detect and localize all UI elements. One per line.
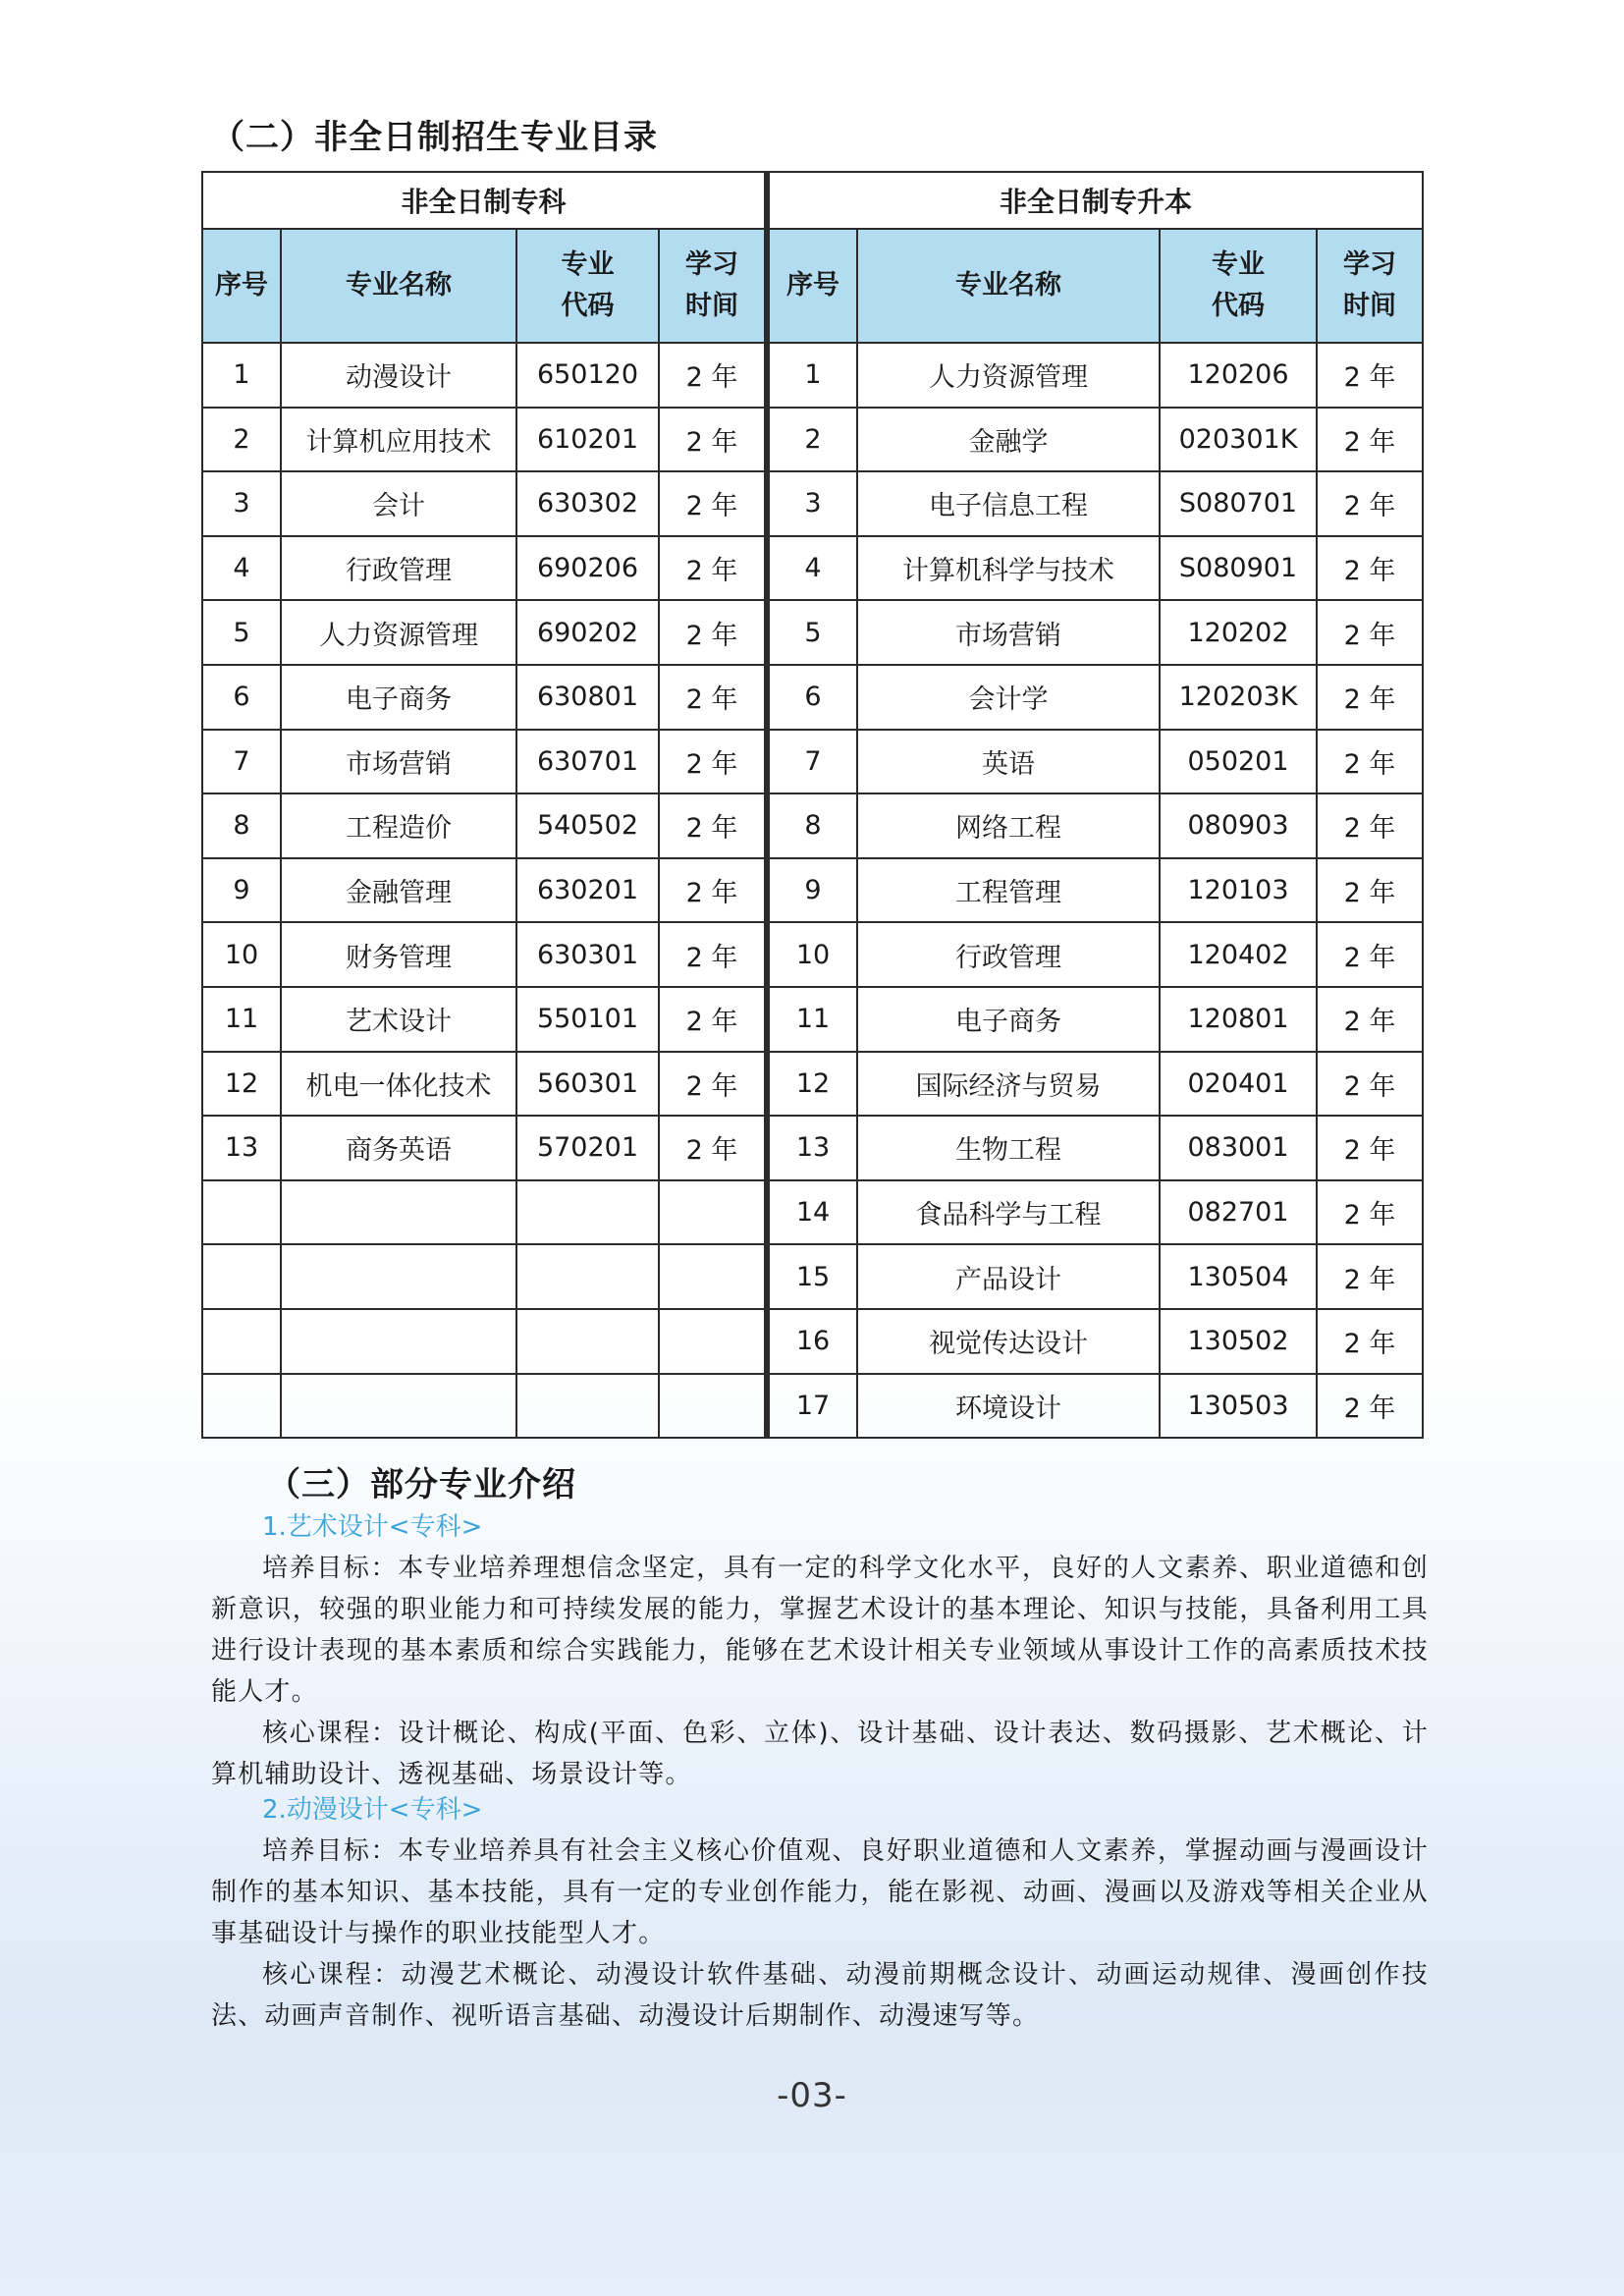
zhuanshengben-code-cell: 082701 <box>1160 1180 1317 1245</box>
zhuanshengben-time-cell: 2 年 <box>1317 665 1423 730</box>
zhuanshengben-code-cell: 083001 <box>1160 1116 1317 1180</box>
col-header-time-line1: 学习 <box>1343 249 1397 281</box>
col-header-code <box>516 229 659 343</box>
zhuanshengben-time-cell: 2 年 <box>1317 536 1423 601</box>
major-goal: 培养目标：本专业培养具有社会主义核心价值观、良好职业道德和人文素养，掌握动画与漫画设计制作的基本知识、基本技能，具有一定的专业创作能力，能在影视、动画、漫画以及游戏等相关企业从事基础设计与操作的职业技能型人才。 <box>211 1836 1429 1948</box>
zhuanke-time-cell: 2 年 <box>659 471 767 536</box>
zhuanshengben-name-cell: 人力资源管理 <box>857 343 1160 408</box>
zhuanke-seq-cell: 8 <box>202 793 281 858</box>
zhuanke-seq-cell: 7 <box>202 730 281 794</box>
col-header-time-line2: 时间 <box>685 291 738 321</box>
group-header-zhuanshengben: 非全日制专升本 <box>767 172 1423 229</box>
zhuanshengben-time-cell: 2 年 <box>1317 1180 1423 1245</box>
major-goal: 培养目标：本专业培养理想信念坚定，具有一定的科学文化水平，良好的人文素养、职业道德和创新意识，较强的职业能力和可持续发展的能力，掌握艺术设计的基本理论、知识与技能，具备利用工具进行设计表现的基本素质和综合实践能力，能够在艺术设计相关专业领域从事设计工作的高素质技术技能人才。 <box>211 1554 1429 1707</box>
zhuanshengben-time-cell: 2 年 <box>1317 1244 1423 1309</box>
zhuanke-time-cell: 2 年 <box>659 408 767 472</box>
zhuanshengben-time-cell: 2 年 <box>1317 858 1423 923</box>
zhuanshengben-time-cell: 2 年 <box>1317 600 1423 665</box>
zhuanke-code-cell: 560301 <box>516 1052 659 1117</box>
zhuanke-code-cell: 570201 <box>516 1116 659 1180</box>
zhuanke-name-cell <box>281 1244 516 1309</box>
zhuanshengben-seq-cell: 3 <box>767 471 857 536</box>
zhuanke-seq-cell: 1 <box>202 343 281 408</box>
zhuanke-seq-cell: 9 <box>202 858 281 923</box>
col-header-code-line2: 代码 <box>1212 291 1266 321</box>
zhuanke-time-cell: 2 年 <box>659 987 767 1052</box>
zhuanke-code-cell: 630302 <box>516 471 659 536</box>
table-row <box>202 987 1423 1052</box>
zhuanshengben-name-cell: 计算机科学与技术 <box>857 536 1160 601</box>
table-row <box>202 600 1423 665</box>
zhuanke-code-cell: 630201 <box>516 858 659 923</box>
zhuanshengben-seq-cell: 10 <box>767 922 857 987</box>
zhuanke-seq-cell: 6 <box>202 665 281 730</box>
zhuanke-seq-cell: 2 <box>202 408 281 472</box>
page-number: -03- <box>777 2076 847 2115</box>
zhuanshengben-code-cell: 020401 <box>1160 1052 1317 1117</box>
table-row <box>202 922 1423 987</box>
zhuanshengben-seq-cell: 12 <box>767 1052 857 1117</box>
zhuanshengben-name-cell: 产品设计 <box>857 1244 1160 1309</box>
zhuanshengben-name-cell: 电子信息工程 <box>857 471 1160 536</box>
zhuanke-name-cell <box>281 1309 516 1374</box>
catalog-body <box>202 343 1423 1438</box>
zhuanshengben-name-cell: 视觉传达设计 <box>857 1309 1160 1374</box>
zhuanshengben-code-cell: 120103 <box>1160 858 1317 923</box>
zhuanshengben-seq-cell: 9 <box>767 858 857 923</box>
zhuanke-time-cell <box>659 1309 767 1374</box>
zhuanshengben-time-cell: 2 年 <box>1317 1116 1423 1180</box>
zhuanshengben-seq-cell: 2 <box>767 408 857 472</box>
col-header-seq: 序号 <box>767 229 857 343</box>
major-heading: 2.动漫设计<专科> <box>262 1795 483 1825</box>
zhuanshengben-code-cell: 130504 <box>1160 1244 1317 1309</box>
col-header-name: 专业名称 <box>281 229 516 343</box>
zhuanke-seq-cell <box>202 1180 281 1245</box>
zhuanshengben-time-cell: 2 年 <box>1317 1374 1423 1439</box>
zhuanshengben-seq-cell: 16 <box>767 1309 857 1374</box>
zhuanshengben-seq-cell: 8 <box>767 793 857 858</box>
table-row <box>202 471 1423 536</box>
zhuanshengben-code-cell: 120203K <box>1160 665 1317 730</box>
table-row <box>202 1052 1423 1117</box>
zhuanke-code-cell: 630701 <box>516 730 659 794</box>
zhuanke-time-cell: 2 年 <box>659 730 767 794</box>
col-header-seq: 序号 <box>202 229 281 343</box>
zhuanshengben-time-cell: 2 年 <box>1317 793 1423 858</box>
zhuanke-name-cell: 会计 <box>281 471 516 536</box>
zhuanshengben-code-cell: 120206 <box>1160 343 1317 408</box>
zhuanshengben-seq-cell: 11 <box>767 987 857 1052</box>
zhuanshengben-name-cell: 工程管理 <box>857 858 1160 923</box>
zhuanshengben-name-cell: 金融学 <box>857 408 1160 472</box>
zhuanke-seq-cell: 13 <box>202 1116 281 1180</box>
zhuanke-code-cell <box>516 1309 659 1374</box>
major-courses: 核心课程：动漫艺术概论、动漫设计软件基础、动漫前期概念设计、动画运动规律、漫画创作技法、动画声音制作、视听语言基础、动漫设计后期制作、动漫速写等。 <box>211 1960 1429 2031</box>
zhuanke-time-cell: 2 年 <box>659 665 767 730</box>
zhuanshengben-seq-cell: 7 <box>767 730 857 794</box>
zhuanshengben-name-cell: 英语 <box>857 730 1160 794</box>
zhuanke-time-cell: 2 年 <box>659 1052 767 1117</box>
col-header-time <box>1317 229 1423 343</box>
zhuanshengben-seq-cell: 6 <box>767 665 857 730</box>
zhuanke-name-cell: 工程造价 <box>281 793 516 858</box>
zhuanke-time-cell <box>659 1244 767 1309</box>
zhuanshengben-time-cell: 2 年 <box>1317 987 1423 1052</box>
table-row <box>202 793 1423 858</box>
zhuanke-code-cell <box>516 1180 659 1245</box>
table-row <box>202 858 1423 923</box>
zhuanshengben-code-cell: S080701 <box>1160 471 1317 536</box>
zhuanke-code-cell <box>516 1374 659 1439</box>
zhuanke-time-cell: 2 年 <box>659 922 767 987</box>
major-heading: 1.艺术设计<专科> <box>262 1512 483 1542</box>
section-title-intro: （三）部分专业介绍 <box>267 1465 576 1504</box>
zhuanke-name-cell: 电子商务 <box>281 665 516 730</box>
zhuanshengben-name-cell: 市场营销 <box>857 600 1160 665</box>
zhuanke-code-cell: 550101 <box>516 987 659 1052</box>
zhuanshengben-time-cell: 2 年 <box>1317 1309 1423 1374</box>
zhuanshengben-time-cell: 2 年 <box>1317 730 1423 794</box>
major-intro-art-design <box>211 1506 1429 1795</box>
zhuanshengben-name-cell: 生物工程 <box>857 1116 1160 1180</box>
col-header-code-line1: 专业 <box>1212 249 1266 281</box>
zhuanke-seq-cell: 11 <box>202 987 281 1052</box>
zhuanke-seq-cell: 5 <box>202 600 281 665</box>
zhuanke-seq-cell <box>202 1244 281 1309</box>
zhuanke-name-cell: 计算机应用技术 <box>281 408 516 472</box>
zhuanke-seq-cell: 12 <box>202 1052 281 1117</box>
col-header-time <box>659 229 767 343</box>
zhuanshengben-seq-cell: 13 <box>767 1116 857 1180</box>
zhuanshengben-name-cell: 会计学 <box>857 665 1160 730</box>
table-row <box>202 665 1423 730</box>
zhuanke-name-cell: 财务管理 <box>281 922 516 987</box>
table-row <box>202 1116 1423 1180</box>
col-header-code-line2: 代码 <box>561 291 615 321</box>
zhuanshengben-name-cell: 国际经济与贸易 <box>857 1052 1160 1117</box>
zhuanke-name-cell: 市场营销 <box>281 730 516 794</box>
zhuanshengben-seq-cell: 1 <box>767 343 857 408</box>
zhuanke-name-cell: 机电一体化技术 <box>281 1052 516 1117</box>
zhuanke-code-cell: 690202 <box>516 600 659 665</box>
zhuanshengben-code-cell: 130503 <box>1160 1374 1317 1439</box>
zhuanke-code-cell: 690206 <box>516 536 659 601</box>
zhuanke-seq-cell: 4 <box>202 536 281 601</box>
zhuanshengben-time-cell: 2 年 <box>1317 408 1423 472</box>
table-row <box>202 1180 1423 1245</box>
table-row <box>202 343 1423 408</box>
table-row <box>202 1374 1423 1439</box>
zhuanshengben-code-cell: 050201 <box>1160 730 1317 794</box>
zhuanshengben-code-cell: 080903 <box>1160 793 1317 858</box>
zhuanshengben-name-cell: 电子商务 <box>857 987 1160 1052</box>
catalog-table <box>201 171 1424 1439</box>
zhuanshengben-seq-cell: 4 <box>767 536 857 601</box>
table-row <box>202 1309 1423 1374</box>
zhuanshengben-time-cell: 2 年 <box>1317 343 1423 408</box>
table-row <box>202 730 1423 794</box>
table-row <box>202 408 1423 472</box>
zhuanke-name-cell <box>281 1374 516 1439</box>
col-header-time-line2: 时间 <box>1343 291 1397 321</box>
zhuanshengben-name-cell: 食品科学与工程 <box>857 1180 1160 1245</box>
group-header-zhuanke: 非全日制专科 <box>202 172 767 229</box>
zhuanke-time-cell: 2 年 <box>659 343 767 408</box>
zhuanke-code-cell: 630301 <box>516 922 659 987</box>
zhuanke-time-cell <box>659 1180 767 1245</box>
zhuanke-time-cell: 2 年 <box>659 1116 767 1180</box>
zhuanke-seq-cell <box>202 1309 281 1374</box>
zhuanke-time-cell: 2 年 <box>659 600 767 665</box>
zhuanke-code-cell <box>516 1244 659 1309</box>
zhuanshengben-code-cell: 020301K <box>1160 408 1317 472</box>
zhuanke-name-cell: 艺术设计 <box>281 987 516 1052</box>
zhuanke-time-cell <box>659 1374 767 1439</box>
zhuanshengben-name-cell: 环境设计 <box>857 1374 1160 1439</box>
col-header-name: 专业名称 <box>857 229 1160 343</box>
section-title-catalog: （二）非全日制招生专业目录 <box>211 118 658 157</box>
zhuanke-name-cell: 商务英语 <box>281 1116 516 1180</box>
major-intro-animation-design <box>211 1789 1429 2037</box>
zhuanke-seq-cell: 10 <box>202 922 281 987</box>
zhuanshengben-code-cell: S080901 <box>1160 536 1317 601</box>
col-header-time-line1: 学习 <box>685 249 738 281</box>
zhuanke-time-cell: 2 年 <box>659 793 767 858</box>
zhuanke-name-cell: 动漫设计 <box>281 343 516 408</box>
zhuanshengben-code-cell: 130502 <box>1160 1309 1317 1374</box>
zhuanshengben-name-cell: 网络工程 <box>857 793 1160 858</box>
col-header-code-line1: 专业 <box>561 249 615 281</box>
zhuanshengben-code-cell: 120402 <box>1160 922 1317 987</box>
zhuanshengben-time-cell: 2 年 <box>1317 922 1423 987</box>
zhuanke-name-cell: 行政管理 <box>281 536 516 601</box>
zhuanke-code-cell: 610201 <box>516 408 659 472</box>
major-courses: 核心课程：设计概论、构成(平面、色彩、立体)、设计基础、设计表达、数码摄影、艺术概论、计算机辅助设计、透视基础、场景设计等。 <box>211 1719 1429 1789</box>
col-header-code <box>1160 229 1317 343</box>
zhuanke-code-cell: 650120 <box>516 343 659 408</box>
table-row <box>202 1244 1423 1309</box>
zhuanshengben-seq-cell: 14 <box>767 1180 857 1245</box>
zhuanke-code-cell: 630801 <box>516 665 659 730</box>
zhuanke-name-cell: 金融管理 <box>281 858 516 923</box>
zhuanke-seq-cell: 3 <box>202 471 281 536</box>
zhuanshengben-seq-cell: 17 <box>767 1374 857 1439</box>
zhuanshengben-time-cell: 2 年 <box>1317 471 1423 536</box>
zhuanshengben-time-cell: 2 年 <box>1317 1052 1423 1117</box>
zhuanshengben-code-cell: 120202 <box>1160 600 1317 665</box>
zhuanke-name-cell <box>281 1180 516 1245</box>
zhuanshengben-seq-cell: 5 <box>767 600 857 665</box>
zhuanke-time-cell: 2 年 <box>659 858 767 923</box>
zhuanshengben-seq-cell: 15 <box>767 1244 857 1309</box>
zhuanke-code-cell: 540502 <box>516 793 659 858</box>
zhuanshengben-name-cell: 行政管理 <box>857 922 1160 987</box>
zhuanshengben-code-cell: 120801 <box>1160 987 1317 1052</box>
zhuanke-name-cell: 人力资源管理 <box>281 600 516 665</box>
table-row <box>202 536 1423 601</box>
zhuanke-seq-cell <box>202 1374 281 1439</box>
zhuanke-time-cell: 2 年 <box>659 536 767 601</box>
